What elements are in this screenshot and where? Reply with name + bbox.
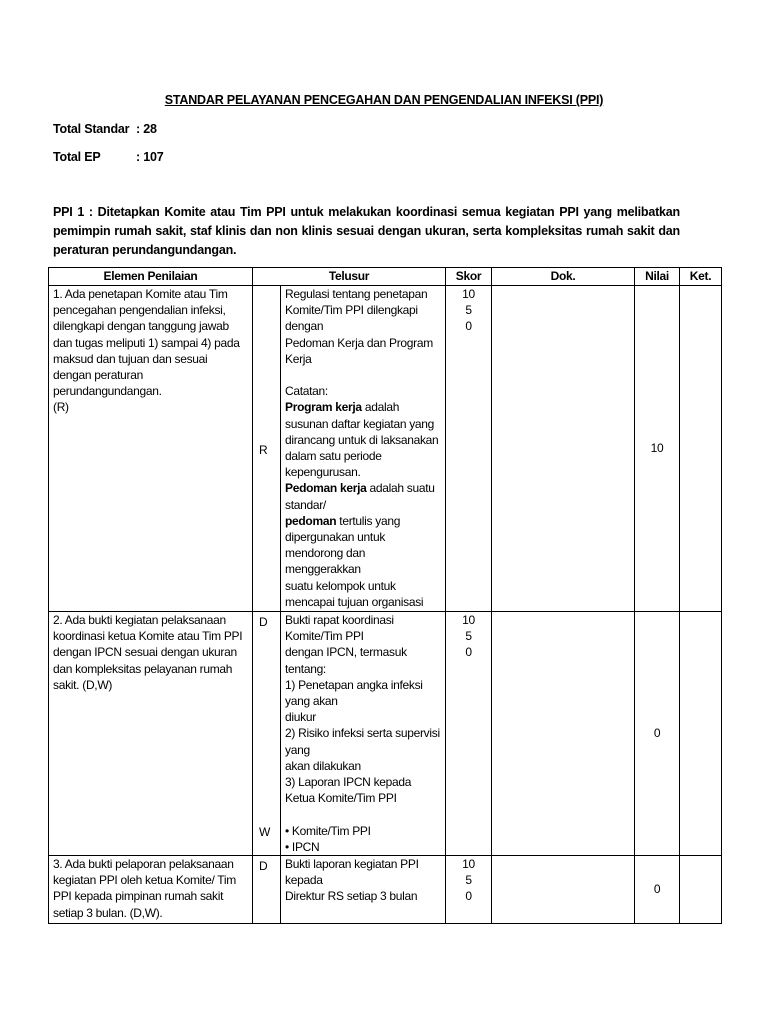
ppi-heading: PPI 1 : Ditetapkan Komite atau Tim PPI untuk melakukan koordinasi semua kegiatan PPI yang melibatkan pemimpin rumah sakit, staf klinis dan non klinis sesuai dengan ukuran, serta kompleksitas rumah sakit dan peraturan perundangundangan. [53,205,680,257]
skor-cell: 10 5 0 [446,856,492,924]
elemen-cell: 3. Ada bukti pelaporan pelaksanaan kegiatan PPI oleh ketua Komite/ Tim PPI kepada pimpinan rumah sakit setiap 3 bulan. (D,W). [49,856,253,924]
code-label: R [259,443,268,457]
elemen-cell: 1. Ada penetapan Komite atau Tim pencegahan pengendalian infeksi, dilengkapi dengan tanggung jawab dan tugas meliputi 1) sampai 4) pada maksud dan tujuan dan sesuai dengan peraturan perundangundangan. (R) [49,286,253,612]
table-row [49,286,722,612]
ket-cell [680,856,722,924]
skor-cell: 10 5 0 [446,612,492,856]
program-kerja-term: Program kerja [285,400,362,415]
code-cell [253,612,281,856]
code-label: W [259,825,271,839]
nilai-cell: 0 [635,856,680,924]
total-standar-label: Total Standar [53,122,130,136]
ket-cell [680,612,722,856]
table-header-row [49,268,722,286]
nilai-cell: 10 [635,286,680,612]
total-ep-label: Total EP [53,150,101,164]
telusur-cell [281,286,446,612]
assessment-table [48,267,722,924]
pedoman-kerja-text: adalah suatu standar/ [285,481,435,512]
total-ep-value: : 107 [136,150,164,164]
code-label: D [259,615,268,629]
code-cell [253,856,281,924]
header-telusur: Telusur [253,268,446,286]
total-ep-line [53,150,164,164]
pedoman-term: pedoman [285,513,337,528]
elemen-cell: 2. Ada bukti kegiatan pelaksanaan koordinasi ketua Komite atau Tim PPI dengan IPCN sesuai dengan ukuran dan kompleksitas pelayanan rumah sakit. (D,W) [49,612,253,856]
code-label: D [259,859,268,874]
code-cell [253,286,281,612]
telusur-cell: Bukti rapat koordinasi Komite/Tim PPI dengan IPCN, termasuk tentang: 1) Penetapan angka infeksi yang akan diukur 2) Risiko infeksi serta supervisi yang akan dilakukan 3) Laporan IPCN kepada Ketua Komite/Tim PPI • Komite/Tim PPI • IPCN [281,612,446,856]
telusur-intro: Regulasi tentang penetapan Komite/Tim PPI dilengkapi dengan Pedoman Kerja dan Program Kerja Catatan: [285,287,433,399]
document-title: STANDAR PELAYANAN PENCEGAHAN DAN PENGENDALIAN INFEKSI (PPI) [164,93,604,107]
header-elemen: Elemen Penilaian [49,268,253,286]
table-row [49,856,722,924]
pedoman-kerja-term: Pedoman kerja [285,481,367,496]
skor-cell: 10 5 0 [446,286,492,612]
dok-cell [492,856,635,924]
header-skor: Skor [446,268,492,286]
ket-cell [680,286,722,612]
dok-cell [492,286,635,612]
total-standar-line [53,122,157,136]
pedoman-text: tertulis yang dipergunakan untuk mendorong dan menggerakkan suatu kelompok untuk mencapai tujuan organisasi [285,513,424,609]
dok-cell [492,612,635,856]
telusur-cell: Bukti laporan kegiatan PPI kepada Direktur RS setiap 3 bulan [281,856,446,924]
table-row [49,612,722,856]
header-ket: Ket. [680,268,722,286]
total-standar-value: : 28 [136,122,157,136]
nilai-cell: 0 [635,612,680,856]
header-nilai: Nilai [635,268,680,286]
program-kerja-text: adalah susunan daftar kegiatan yang dirancang untuk di laksanakan dalam satu periode kepengurusan. [285,400,439,480]
header-dok: Dok. [492,268,635,286]
